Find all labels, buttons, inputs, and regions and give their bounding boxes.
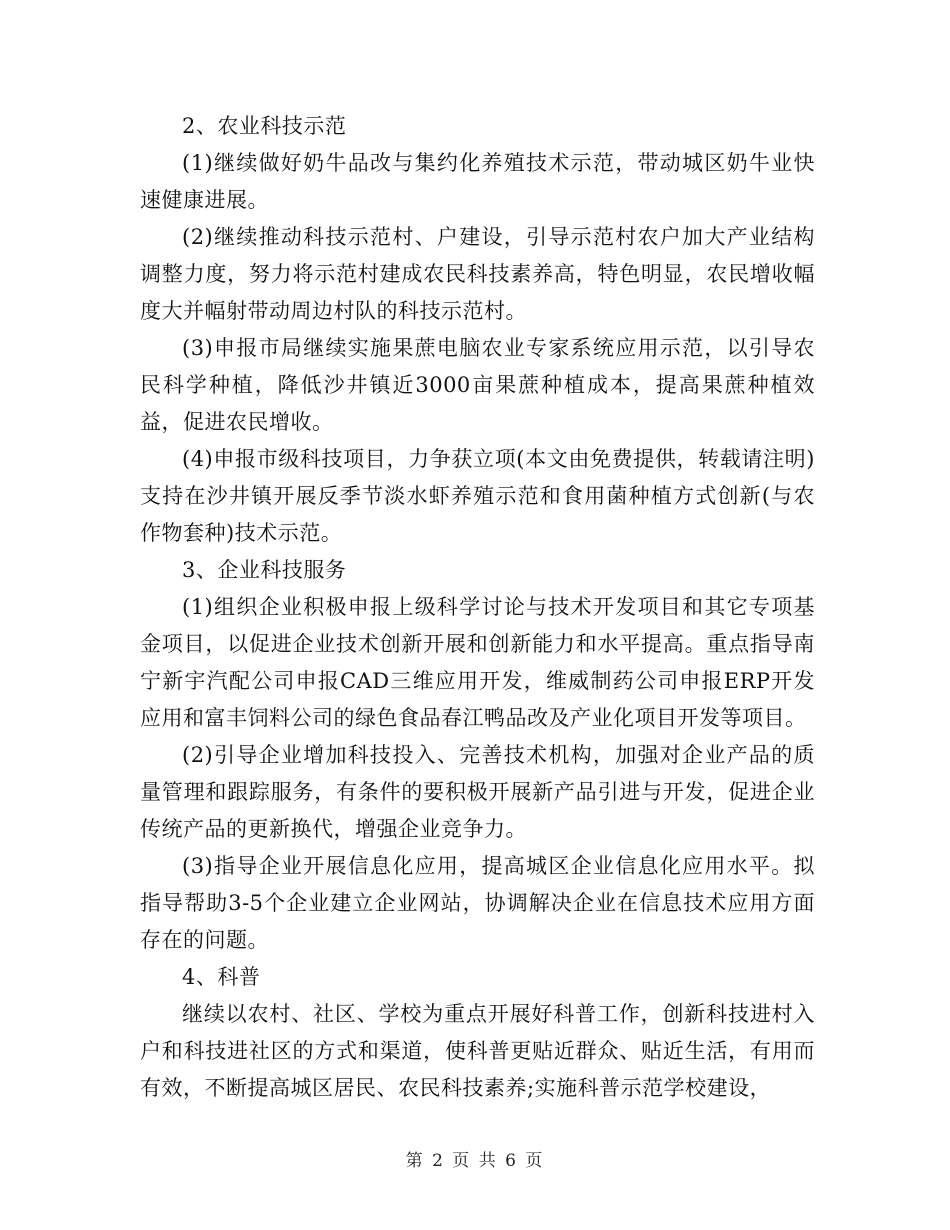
section-heading-enterprise-service: 3、企业科技服务 (182, 558, 347, 582)
paragraph: (2)继续推动科技示范村、户建设，引导示范村农户加大产业结构调整力度，努力将示范村建成农民科技素养高，特色明显，农民增收幅度大并幅射带动周边村队的科技示范村。 (140, 225, 815, 323)
paragraph: 继续以农村、社区、学校为重点开展好科普工作，创新科技进村入户和科技进社区的方式和渠道，使科普更贴近群众、贴近生活，有用而有效，不断提高城区居民、农民科技素养;实施科普示范学校建设， (140, 1002, 815, 1100)
page-number-footer: 第 2 页 共 6 页 (405, 1151, 545, 1171)
paragraph: (1)组织企业积极申报上级科学讨论与技术开发项目和其它专项基金项目，以促进企业技术创新开展和创新能力和水平提高。重点指导南宁新宇汽配公司申报CAD三维应用开发，维威制药公司申报ERP开发应用和富丰饲料公司的绿色食品春江鸭品改及产业化项目开发等项目。 (140, 595, 815, 730)
paragraph: (3)申报市局继续实施果蔗电脑农业专家系统应用示范，以引导农民科学种植，降低沙井镇近3000亩果蔗种植成本，提高果蔗种植效益，促进农民增收。 (140, 336, 815, 434)
section-heading-science-popularization: 4、科普 (182, 965, 261, 989)
paragraph: (2)引导企业增加科技投入、完善技术机构，加强对企业产品的质量管理和跟踪服务，有条件的要积极开展新产品引进与开发，促进企业传统产品的更新换代，增强企业竞争力。 (140, 743, 815, 841)
paragraph: (3)指导企业开展信息化应用，提高城区企业信息化应用水平。拟指导帮助3-5个企业建立企业网站，协调解决企业在信息技术应用方面存在的问题。 (140, 854, 815, 952)
section-heading-agri-demo: 2、农业科技示范 (182, 114, 347, 138)
paragraph: (4)申报市级科技项目，力争获立项(本文由免费提供，转载请注明)支持在沙井镇开展反季节淡水虾养殖示范和食用菌种植方式创新(与农作物套种)技术示范。 (140, 447, 815, 545)
document-body (140, 108, 815, 1107)
paragraph: (1)继续做好奶牛品改与集约化养殖技术示范，带动城区奶牛业快速健康进展。 (140, 151, 815, 212)
